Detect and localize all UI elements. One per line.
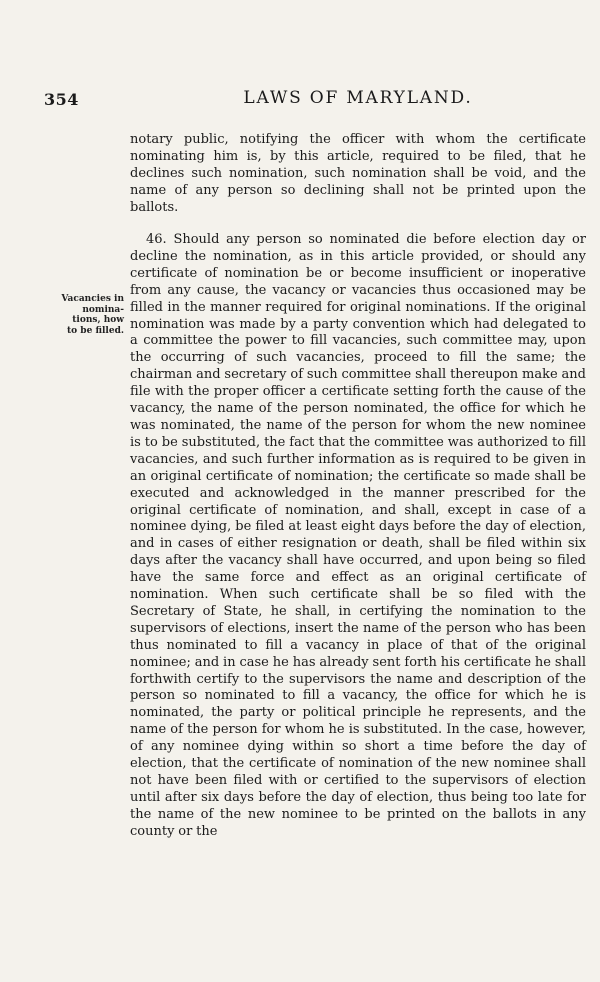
marginal-note bbox=[40, 294, 124, 336]
continuation-paragraph: notary public, notifying the officer with whom the certificate nominating him is, by this article, required to be filed, that he declines such nomination, such nomination shall be void, and the name of any person so declining shall not be printed upon the ballots. bbox=[130, 132, 586, 215]
marginal-note-line: Vacancies in bbox=[61, 294, 124, 304]
page-number: 354 bbox=[44, 90, 79, 109]
section-46-paragraph: 46. Should any person so nominated die before election day or decline the nomination, as in this article provided, or should any certificate of nomination be or become insufficient or inoperative from any cause, the vacancy or vacancies thus occasioned may be filled in the manner required for original nominations. If the original nomination was made by a party convention which had delegated to a committee the power to fill vacancies, such committee may, upon the occurring of such vacancies, proceed to fill the same; the chairman and secretary of such committee shall thereupon make and file with the proper officer a certificate setting forth the cause of the vacancy, the name of the person nominated, the office for which he was nominated, the name of the person for whom the new nominee is to be substituted, the fact that the committee was authorized to fill vacancies, and such further information as is required to be given in an original certificate of nomination; the certificate so made shall be executed and acknowledged in the manner prescribed for the original certificate of nomination, and shall, except in case of a nominee dying, be filed at least eight days before the day of election, and in cases of either resignation or death, shall be filed within six days after the vacancy shall have occurred, and upon being so filed have the same force and effect as an original certificate of nomination. When such certificate shall be so filed with the Secretary of State, he shall, in certifying the nomination to the supervisors of elections, insert the name of the person who has been thus nominated to fill a vacancy in place of that of the original nominee; and in case he has already sent forth his certificate he shall forthwith certify to the supervisors the name and description of the person so nominated to fill a vacancy, the office for which he is nominated, the party or political principle he represents, and the name of the person for whom he is substituted. In the case, however, of any nominee dying within so short a time before the day of election, that the certificate of nomination of the new nominee shall not have been filed with or certified to the supervisors of election until after six days before the day of election, thus being too late for the name of the new nominee to be printed on the ballots in any county or the bbox=[130, 232, 586, 839]
marginal-note-line: tions, how bbox=[72, 315, 124, 325]
marginal-note-line: to be filled. bbox=[67, 325, 124, 336]
running-title: LAWS OF MARYLAND. bbox=[243, 88, 473, 108]
marginal-note-line: nomina- bbox=[82, 304, 124, 315]
